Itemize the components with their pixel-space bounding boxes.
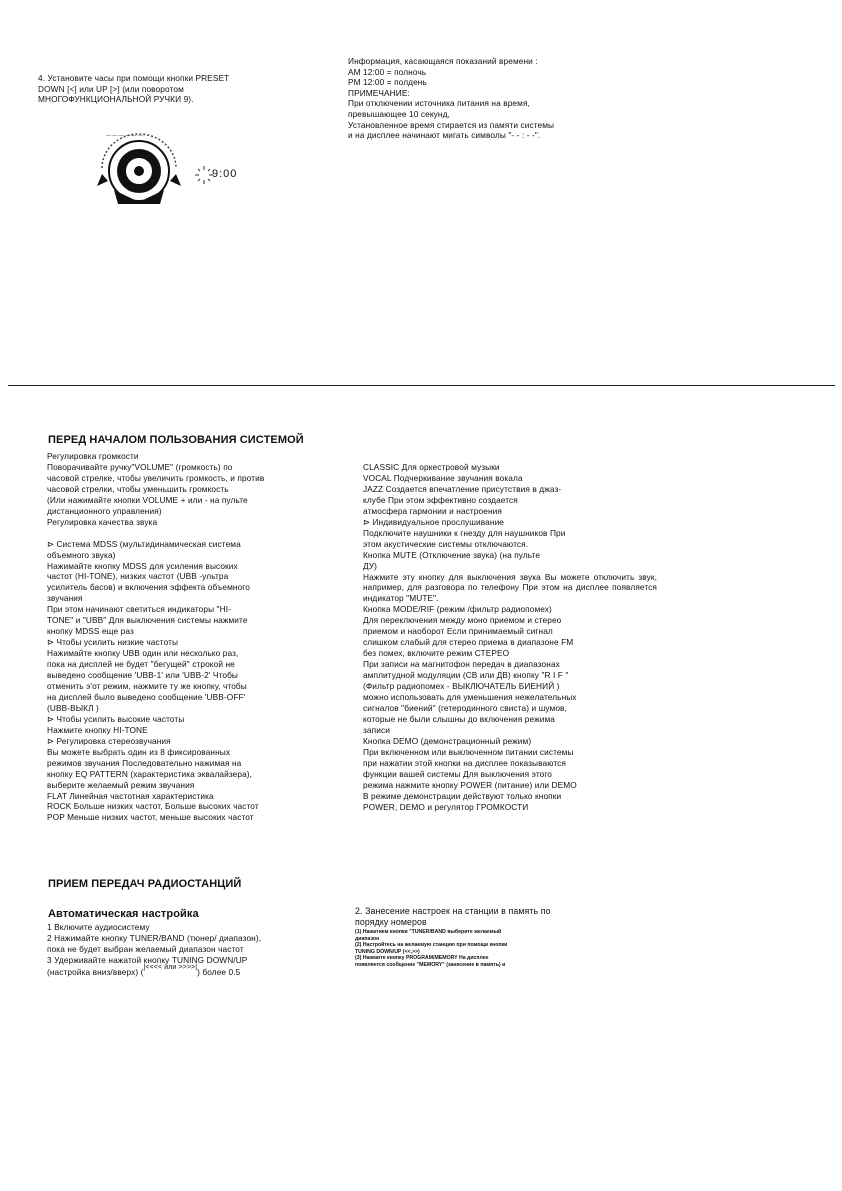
text-line: Регулировка громкости [47, 451, 139, 461]
section-title-radio: ПРИЕМ ПЕРЕДАЧ РАДИОСТАНЦИЙ [48, 878, 242, 890]
text-line: можно использовать для уменьшения нежелательных [363, 692, 577, 703]
text-line: (UBB-ВЫКЛ ) [47, 702, 99, 713]
text-line: звучания [47, 593, 83, 604]
text-line: которые не были слышны до включения режима [363, 713, 555, 724]
text-line: объемного звука) [47, 549, 116, 560]
text-line: пока не будет выбран желаемый диапазон частот [47, 944, 244, 954]
text-line: функции вашей системы Для выключения этого [363, 768, 552, 779]
blinking-display-icon [194, 165, 214, 185]
text-line: ⊳ Индивидуальное прослушивание [363, 516, 505, 527]
text-line: записи [363, 724, 390, 735]
text-line: дистанционного управления) [47, 505, 162, 516]
text-line: При записи на магнитофон передач в диапазонах [363, 659, 560, 670]
text-line: (1) Нажатием кнопки "TUNER/BAND выберите желаемый [355, 929, 502, 935]
text-line: режима нажмите кнопку POWER (питание) или DEMO [363, 779, 577, 790]
page-divider [8, 385, 835, 386]
text-line: Поворачивайте ручку"VOLUME" (громкость) по [47, 461, 233, 472]
text-line: 3 Удерживайте нажатой кнопку TUNING DOWN/UP [47, 955, 248, 965]
text-line: 4. Установите часы при помощи кнопки PRESET [38, 73, 230, 83]
subtitle-auto-tuning: Автоматическая настройка [48, 908, 199, 920]
text-line: Установленное время стирается из памяти системы [348, 119, 555, 130]
text-line: 1 Включите аудиосистему [47, 922, 150, 932]
text-line: ⊳ Чтобы усилить низкие частоты [47, 637, 179, 648]
text-line: кнопку EQ PATTERN (характеристика эквалайзера), [47, 768, 253, 779]
text-line: ⊳ Система MDSS (мультидинамическая система [47, 538, 241, 549]
text-line: При отключении источника питания на время, [348, 98, 530, 109]
text-line: (2) Настройтесь на желаемую станцию при помощи кнопки [355, 942, 508, 949]
text-line [47, 528, 264, 539]
text-line: ⊳ Чтобы усилить высокие частоты [47, 713, 185, 724]
text-line: кнопку MDSS еще раз [47, 626, 134, 637]
text-line: ДУ) [363, 560, 378, 571]
svg-text:— — — — — —: — — — — — — [106, 133, 143, 139]
text-line: выведено сообщение 'UBB-1' или 'UBB-2' Чтобы [47, 670, 238, 681]
text-line: МНОГОФУНКЦИОНАЛЬНОЙ РУЧКИ 9). [38, 94, 194, 105]
text-line: сигналов "биений" (гетеродинного свиста) и шумов, [363, 702, 567, 713]
text-line: и на дисплее начинают мигать символы "- - : - -". [348, 130, 541, 141]
text-line: Информация, касающаяся показаний времени : [348, 56, 538, 66]
text-line: Вы можете выбрать один из 8 фиксированных [47, 746, 231, 757]
text-fragment: (настройка вниз/вверх) ( [47, 967, 144, 977]
section2-right-fine-print [355, 929, 507, 969]
text-line: клубе При этом эффективно создается [363, 494, 518, 505]
clock-instruction [38, 73, 229, 105]
text-line: Нажимайте кнопку MDSS для усиления высоких [47, 560, 238, 571]
text-line: порядку номеров [355, 917, 427, 927]
text-line: PM 12:00 = полдень [348, 77, 427, 88]
text-line: DOWN [<] или UP [>] (или поворотом [38, 83, 184, 94]
text-line: превышающее 10 секунд, [348, 108, 450, 119]
text-line: приемом и наоборот Если принимаемый сигнал [363, 626, 553, 637]
text-line: Кнопка MUTE (Отключение звука) (на пульте [363, 549, 541, 560]
clock-display-readout: 9:00 [212, 168, 238, 180]
section2-right-heading [355, 906, 551, 928]
text-line: CLASSIC Для оркестровой музыки [363, 462, 500, 472]
text-line: TONE" и "UBB" Для выключения системы нажмите [47, 615, 248, 626]
multifunction-knob-illustration [94, 128, 184, 208]
mute-paragraph: Нажмите эту кнопку для выключения звука Вы можете отключить звук, например, для разговора по телефону При этом на дисплее появляется индикатор "MUTE". [363, 571, 657, 604]
text-line: 2 Нажимайте кнопку TUNER/BAND (тюнер/ диапазон), [47, 933, 262, 943]
text-line: выберите желаемый режим звучания [47, 779, 195, 790]
text-line: POWER, DEMO и регулятор ГРОМКОСТИ [363, 801, 529, 812]
section1-right-column [363, 462, 657, 813]
text-line: При этом начинают светиться индикаторы "HI- [47, 604, 231, 615]
text-line: появляется сообщение "MEMORY" (занесение в память) и [355, 961, 506, 968]
text-line: (Или нажимайте кнопки VOLUME + или - на пульте [47, 494, 248, 505]
text-line: Кнопка DEMO (демонстрационный режим) [363, 735, 532, 746]
text-line: этом акустические системы отключаются. [363, 538, 529, 549]
text-line: слишком слабый для стерео приема в диапазоне FM [363, 637, 574, 648]
text-line: В режиме демонстрации действуют только кнопки [363, 790, 562, 801]
text-line: AM 12:00 = полночь [348, 66, 427, 77]
text-line: амплитудной модуляции (СВ или ДВ) кнопку "R I F " [363, 670, 569, 681]
text-line: При включенном или выключенном питании системы [363, 746, 574, 757]
text-line [47, 964, 261, 979]
text-line: Нажимайте кнопку UBB один или несколько раз, [47, 648, 239, 659]
text-line: без помех, включите режим СТЕРЕО [363, 648, 510, 659]
text-line: VOCAL Подчеркивание звучания вокала [363, 472, 523, 483]
text-line: атмосфера гармонии и настроения [363, 505, 502, 516]
section2-left-column [47, 922, 261, 979]
section-title-before-use: ПЕРЕД НАЧАЛОМ ПОЛЬЗОВАНИЯ СИСТЕМОЙ [48, 434, 304, 446]
section1-left-column [47, 451, 264, 823]
text-line: Подключите наушники к гнезду для наушников При [363, 527, 566, 538]
text-line: (3) Нажмите кнопку PROGRAM/MEMORY На дисплее [355, 955, 489, 962]
text-line: на дисплей было выведено сообщение 'UBB-OFF' [47, 691, 246, 702]
text-line: часовой стрелки, чтобы уменьшить громкость [47, 483, 229, 494]
text-line: (Фильтр радиопомех - ВЫКЛЮЧАТЕЛЬ БИЕНИЙ ) [363, 681, 560, 692]
text-line: Для переключения между моно приемом и стерео [363, 615, 562, 626]
text-line: пока на дисплей не будет "бегущей" строкой не [47, 659, 235, 670]
text-line: TUNING DOWN/UP (<<,>>) [355, 948, 420, 955]
time-info-block [348, 56, 554, 141]
text-line: POP Меньше низких частот, меньше высоких частот [47, 812, 254, 823]
text-line: Кнопка MODE/RIF (режим /фильтр радиопомех) [363, 604, 552, 615]
text-line: ПРИМЕЧАНИЕ: [348, 87, 410, 98]
text-line: JAZZ Создается впечатление присутствия в джаз- [363, 483, 562, 494]
text-line: частот (HI-TONE), низких частот (UBB -ультра [47, 571, 229, 582]
text-line: режимов звучания Последовательно нажимая на [47, 757, 242, 768]
text-line: усилитель басов) и включения эффекта объемного [47, 582, 250, 593]
text-line: отменить э'от режим, нажмите ту же кнопку, чтобы [47, 681, 247, 691]
text-line: диапазон [355, 935, 380, 942]
text-fragment: ) более 0.5 [197, 967, 241, 977]
text-line: ROCK Больше низких частот, Больше высоких частот [47, 801, 259, 812]
text-line: ⊳ Регулировка стереозвучания [47, 735, 171, 746]
text-line: часовой стрелке, чтобы увеличить громкость, и против [47, 472, 265, 483]
text-line: 2. Занесение настроек на станции в память по [355, 906, 551, 916]
text-line: Нажмите кнопку HI-TONE [47, 724, 148, 735]
text-line: Регулировка качества звука [47, 516, 158, 527]
text-line: FLAT Линейная частотная характеристика [47, 790, 214, 801]
tuning-symbols: |<<<< или >>>>| [143, 964, 198, 971]
text-line: при нажатии этой кнопки на дисплее показываются [363, 757, 567, 768]
